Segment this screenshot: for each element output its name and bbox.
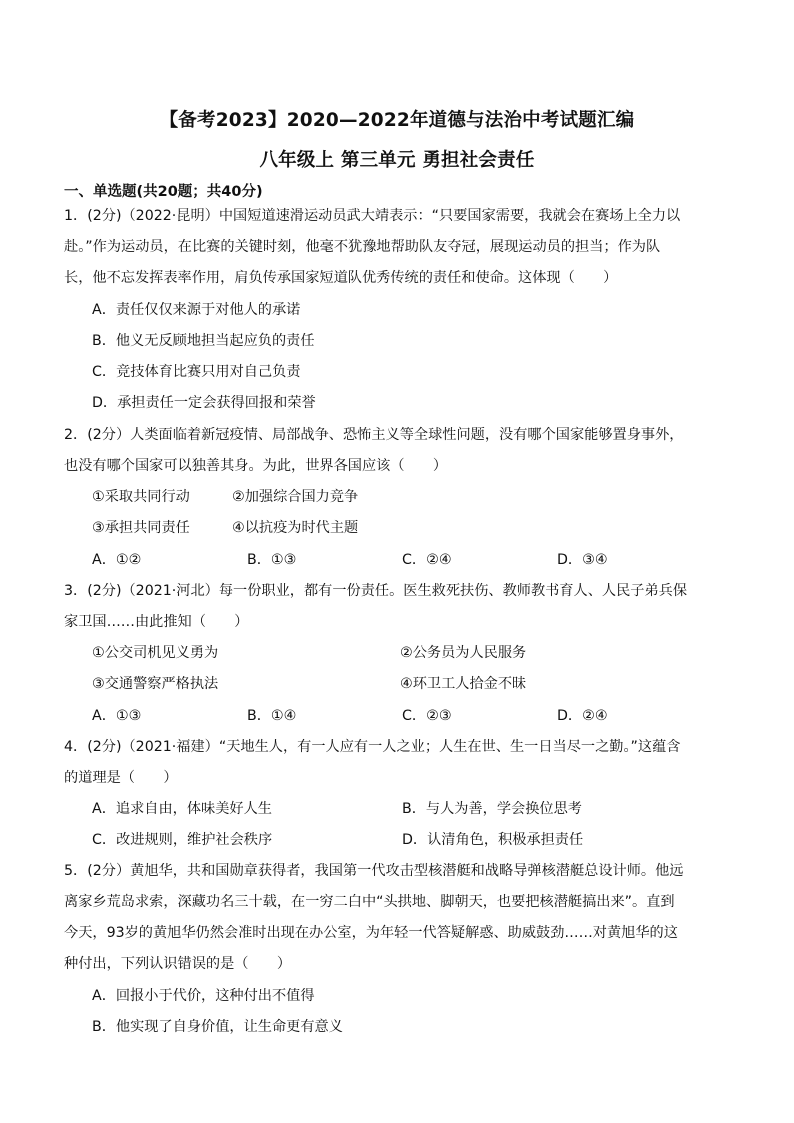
option-c[interactable]: C．竞技体育比赛只用对自己负责	[92, 364, 301, 380]
statement-item: ①采取共同行动	[92, 489, 190, 505]
question-text-line: 今天，93岁的黄旭华仍然会准时出现在办公室，为年轻一代答疑解惑、助威鼓劲……对黄旭华的这	[64, 925, 678, 941]
question-text-line: 2．(2分）人类面临着新冠疫情、局部战争、恐怖主义等全球性问题，没有哪个国家能够置身事外，	[64, 427, 684, 443]
question-text-line: 5．(2分）黄旭华，共和国勋章获得者，我国第一代攻击型核潜艇和战略导弹核潜艇总设计师。他远	[64, 863, 684, 879]
option-d[interactable]: D．承担责任一定会获得回报和荣誉	[92, 395, 316, 411]
option-b[interactable]: B．①③	[247, 552, 297, 568]
option-b[interactable]: B．他实现了自身价值，让生命更有意义	[92, 1019, 343, 1035]
document-subtitle: 八年级上 第三单元 勇担社会责任	[259, 150, 535, 171]
statement-item: ④环卫工人拾金不昧	[400, 676, 527, 692]
option-a[interactable]: A．①③	[92, 708, 142, 724]
option-c[interactable]: C．改进规则，维护社会秩序	[92, 832, 273, 848]
option-d[interactable]: D．认清角色，积极承担责任	[402, 832, 584, 848]
question-text-line: 离家乡荒岛求索，深藏功名三十载，在一穷二白中“头拱地、脚朝天，也要把核潜艇搞出来”。直到	[64, 894, 675, 910]
question-text-line: 家卫国……由此推知（ ）	[64, 614, 249, 630]
option-b[interactable]: B．①④	[247, 708, 297, 724]
option-a[interactable]: A．①②	[92, 552, 142, 568]
statement-item: ②加强综合国力竞争	[232, 489, 359, 505]
question-text-line: 种付出，下列认识错误的是（ ）	[64, 956, 292, 972]
statement-item: ③交通警察严格执法	[92, 676, 219, 692]
statement-item: ③承担共同责任	[92, 520, 190, 536]
option-d[interactable]: D．②④	[557, 708, 608, 724]
section-heading: 一、单选题(共20题；共40分)	[64, 184, 263, 200]
question-text-line: 长，他不忘发挥表率作用，肩负传承国家短道队优秀传统的责任和使命。这体现（ ）	[64, 270, 618, 286]
option-b[interactable]: B．与人为善，学会换位思考	[402, 801, 582, 817]
option-c[interactable]: C．②④	[402, 552, 452, 568]
statement-item: ②公务员为人民服务	[400, 645, 527, 661]
option-c[interactable]: C．②③	[402, 708, 452, 724]
document-title: 【备考2023】2020—2022年道德与法治中考试题汇编	[159, 110, 635, 131]
option-b[interactable]: B．他义无反顾地担当起应负的责任	[92, 333, 315, 349]
question-text-line: 赴。”作为运动员，在比赛的关键时刻，他毫不犹豫地帮助队友夺冠，展现运动员的担当；作为队	[64, 239, 661, 255]
question-text-line: 4．(2分)（2021·福建）“天地生人，有一人应有一人之业；人生在世、生一日当尽一之勤。”这蕴含	[64, 739, 681, 755]
option-a[interactable]: A．责任仅仅来源于对他人的承诺	[92, 302, 301, 318]
option-d[interactable]: D．③④	[557, 552, 608, 568]
statement-item: ④以抗疫为时代主题	[232, 520, 359, 536]
statement-item: ①公交司机见义勇为	[92, 645, 219, 661]
question-text-line: 1．(2分)（2022·昆明）中国短道速滑运动员武大靖表示：“只要国家需要，我就会在赛场上全力以	[64, 208, 681, 224]
option-a[interactable]: A．回报小于代价，这种付出不值得	[92, 988, 315, 1004]
question-text-line: 也没有哪个国家可以独善其身。为此，世界各国应该（ ）	[64, 458, 448, 474]
option-a[interactable]: A．追求自由，体味美好人生	[92, 801, 272, 817]
question-text-line: 的道理是（ ）	[64, 770, 178, 786]
question-text-line: 3．(2分)（2021·河北）每一份职业，都有一份责任。医生救死扶伤、教师教书育人、人民子弟兵保	[64, 583, 688, 599]
